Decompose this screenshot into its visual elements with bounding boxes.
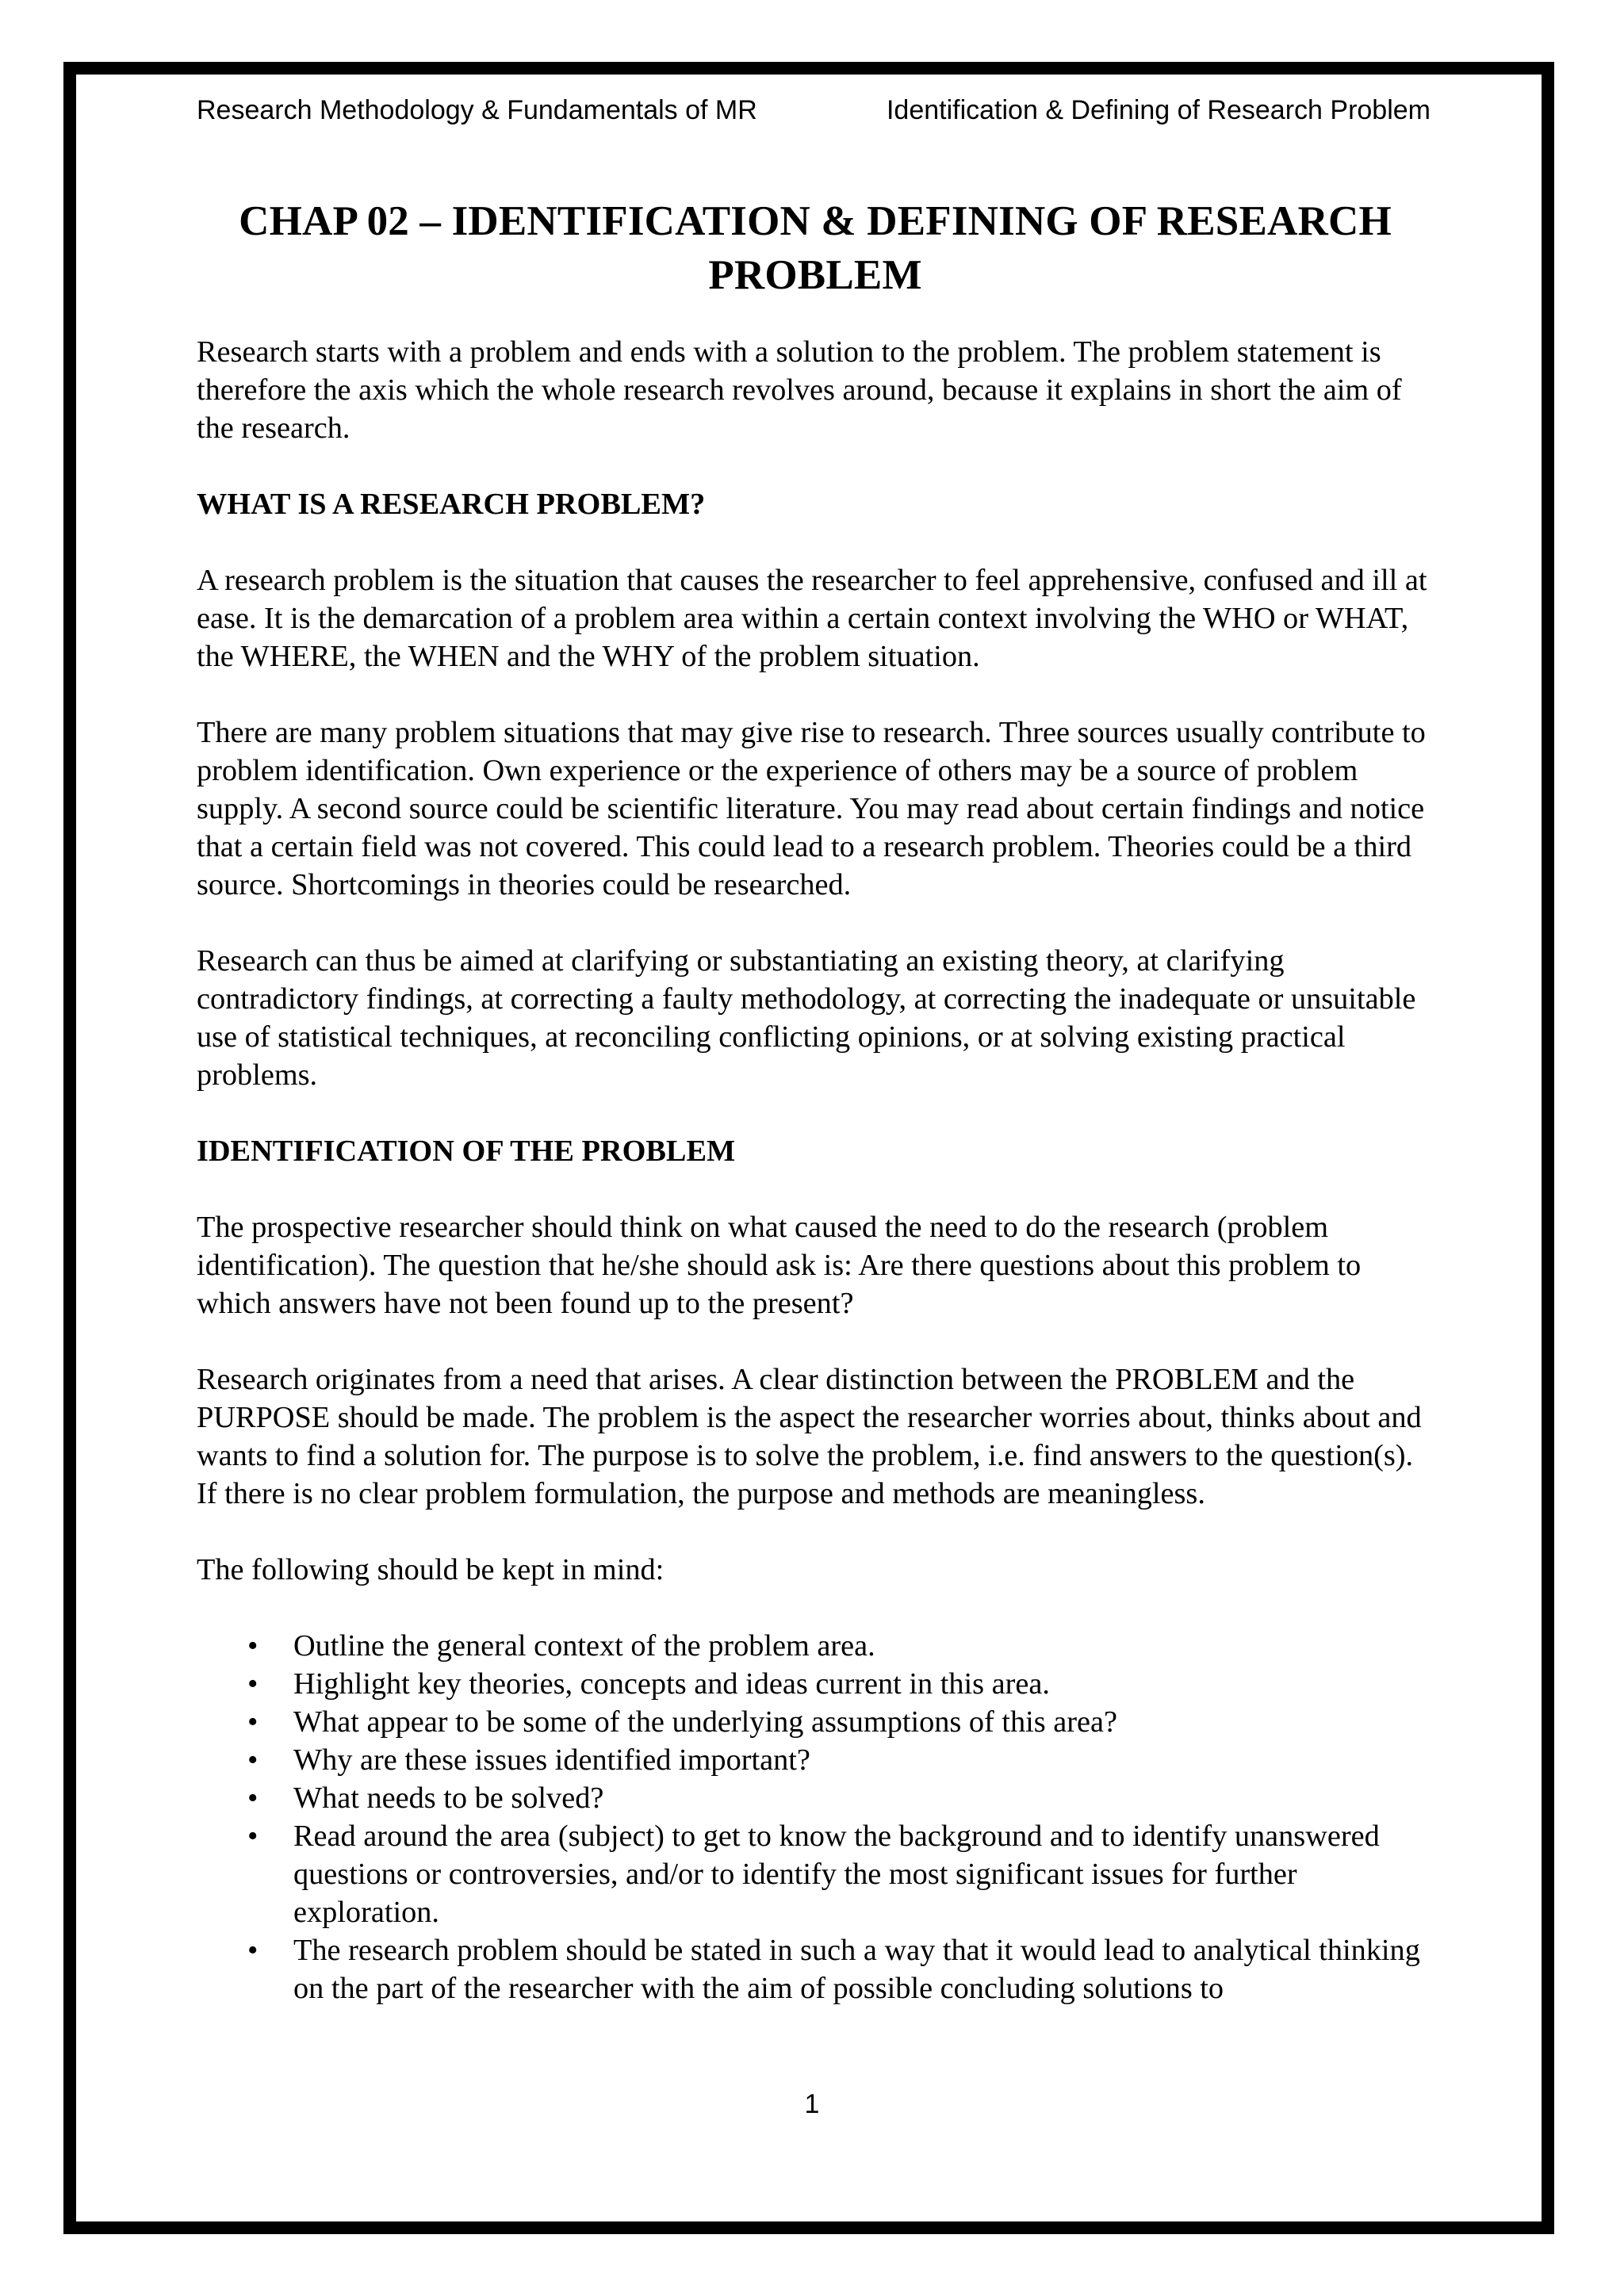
list-item-text: What needs to be solved? xyxy=(293,1781,604,1815)
list-item xyxy=(247,1703,1434,1741)
header-book-title: Research Methodology & Fundamentals of MR xyxy=(197,95,757,125)
bullet-icon: • xyxy=(247,1667,259,1701)
section2-paragraph-1: The prospective researcher should think on what caused the need to do the research (problem identification). The question that he/she should ask is: Are there questions about this problem to which answers have not been found up to the present? xyxy=(197,1211,1362,1320)
list-item xyxy=(247,1779,1434,1817)
section1-paragraph-2: There are many problem situations that may give rise to research. Three sources usually contribute to problem identification. Own experience or the experience of others may be a source of problem supply. A second source could be scientific literature. You may read about certain findings and notice that a certain field was not covered. This could lead to a research problem. Theories could be a third source. Shortcomings in theories could be researched. xyxy=(197,716,1426,901)
section-heading-what-is-research-problem: WHAT IS A RESEARCH PROBLEM? xyxy=(197,488,706,521)
page-content xyxy=(197,194,1434,2007)
bullet-icon: • xyxy=(247,1705,259,1739)
list-item-text: Outline the general context of the problem area. xyxy=(293,1629,875,1663)
list-item-text: Highlight key theories, concepts and ideas current in this area. xyxy=(293,1667,1050,1701)
page-number: 1 xyxy=(804,2089,820,2119)
section2-paragraph-3: The following should be kept in mind: xyxy=(197,1553,665,1586)
list-item xyxy=(247,1741,1434,1779)
bullet-icon: • xyxy=(247,1743,259,1777)
chapter-title: CHAP 02 – IDENTIFICATION & DEFINING OF RESEARCH PROBLEM xyxy=(239,198,1392,298)
section1-paragraph-1: A research problem is the situation that causes the researcher to feel apprehensive, confused and ill at ease. It is the demarcation of a problem area within a certain context involving the WHO or WHAT, the WHERE, the WHEN and the WHY of the problem situation. xyxy=(197,564,1427,673)
intro-paragraph: Research starts with a problem and ends with a solution to the problem. The problem statement is therefore the axis which the whole research revolves around, because it explains in short the aim of the research. xyxy=(197,335,1402,445)
section2-paragraph-2: Research originates from a need that arises. A clear distinction between the PROBLEM and the PURPOSE should be made. The problem is the aspect the researcher worries about, thinks about and wants to find a solution for. The purpose is to solve the problem, i.e. find answers to the question(s). If there is no clear problem formulation, the purpose and methods are meaningless. xyxy=(197,1363,1422,1510)
bullet-icon: • xyxy=(247,1934,259,1967)
section1-paragraph-3: Research can thus be aimed at clarifying or substantiating an existing theory, at clarifying contradictory findings, at correcting a faulty methodology, at correcting the inadequate or unsuitable use of statistical techniques, at reconciling conflicting opinions, or at solving existing practical problems. xyxy=(197,944,1416,1092)
running-header xyxy=(197,95,1431,133)
considerations-list xyxy=(197,1627,1434,2007)
list-item xyxy=(247,1665,1434,1703)
bullet-icon: • xyxy=(247,1820,259,1853)
list-item xyxy=(247,1931,1434,2007)
list-item-text: Why are these issues identified important? xyxy=(293,1743,810,1777)
list-item-text: The research problem should be stated in such a way that it would lead to analytical thinking on the part of the researcher with the aim of possible concluding solutions to xyxy=(293,1934,1420,2005)
list-item xyxy=(247,1627,1434,1665)
bullet-icon: • xyxy=(247,1781,259,1815)
bullet-icon: • xyxy=(247,1629,259,1663)
list-item-text: Read around the area (subject) to get to know the background and to identify unanswered questions or controversies, and/or to identify the most significant issues for further exploration. xyxy=(293,1820,1380,1929)
list-item-text: What appear to be some of the underlying assumptions of this area? xyxy=(293,1705,1118,1739)
header-chapter-title: Identification & Defining of Research Problem xyxy=(886,95,1431,125)
list-item xyxy=(247,1817,1434,1931)
section-heading-identification-of-problem: IDENTIFICATION OF THE PROBLEM xyxy=(197,1135,736,1168)
